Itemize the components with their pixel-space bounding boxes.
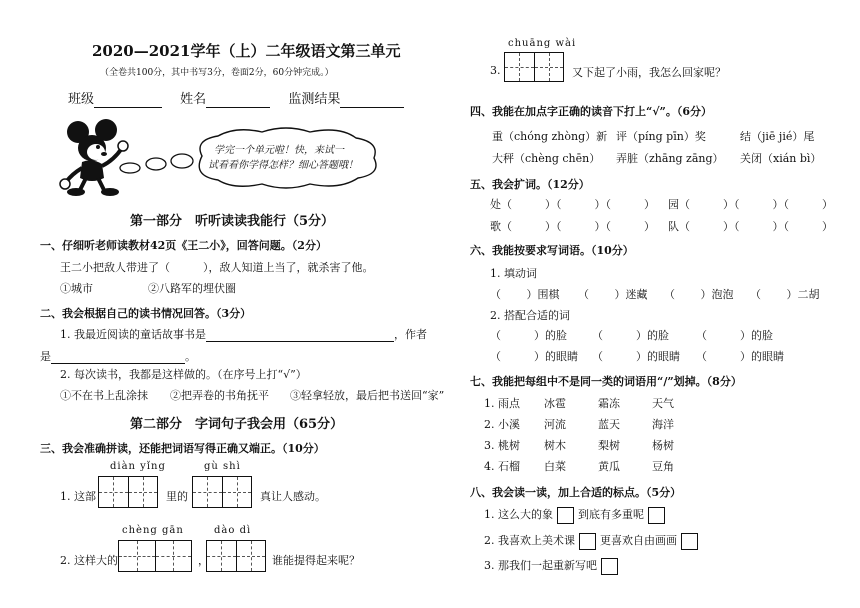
q5-title: 五、我会扩词。（12分） — [470, 178, 590, 191]
pinyin-dianying: diàn yǐng — [110, 461, 166, 472]
name-label: 姓名 — [180, 92, 207, 107]
exam-subtitle: （全卷共100分，其中书写3分，卷面2分，60分钟完成。） — [100, 68, 334, 78]
result-label: 监测结果 — [288, 92, 341, 107]
q5-row-2b — [668, 218, 833, 234]
q6-eyes-text: ）的眼睛 — [636, 350, 680, 363]
q7-word[interactable]: 2. 小溪 — [484, 418, 520, 431]
q6-sub1: 1. 填动词 — [490, 267, 537, 280]
q3-s2-c: 谁能提得起来呢？ — [272, 554, 360, 567]
bubble-text-line2: 试看看你学得怎样？细心答题哦！ — [208, 160, 358, 171]
q7-word[interactable]: 1. 雨点 — [484, 397, 520, 410]
q4-item-5[interactable]: 弄脏（zhāng zāng） — [616, 152, 724, 165]
q5-row-2 — [490, 218, 655, 234]
q6-eyes-1[interactable]: （ ）的眼睛 — [490, 350, 578, 363]
q3-title: 三、我会准确拼读，还能把词语写得正确又端正。（10分） — [40, 442, 325, 455]
q7-word[interactable]: 白菜 — [544, 460, 566, 473]
pinyin-chenggan: chèng gān — [122, 525, 184, 536]
q7-word[interactable]: 天气 — [652, 397, 674, 410]
q8-s1-b: 到底有多重呢 — [578, 508, 644, 521]
part2-title: 第二部分 字词句子我会用（65分） — [130, 417, 344, 432]
q6-face-1[interactable]: （ ）的脸 — [490, 329, 567, 342]
q5-char-yuan: 园 — [668, 198, 679, 211]
q5-blank[interactable]: （ ） — [501, 220, 556, 233]
q6-eyes-2[interactable]: （ ）的眼睛 — [592, 350, 680, 363]
q4-item-4[interactable]: 大秤（chèng chēn） — [492, 152, 601, 165]
q7-word[interactable]: 河流 — [544, 418, 566, 431]
q2-item1-period: 。 — [185, 350, 196, 363]
q5-blank[interactable]: （ ） — [783, 198, 833, 211]
q6-fill-3[interactable]: （ ）泡泡 — [664, 288, 734, 301]
q5-blank[interactable]: （ ） — [734, 220, 784, 233]
q8-sentence-2 — [484, 532, 702, 550]
q6-fill-weiqi: ）围棋 — [526, 288, 560, 301]
q2-option-1[interactable]: ①不在书上乱涂抹 — [60, 389, 148, 402]
result-field[interactable] — [340, 92, 404, 108]
q8-s2-b: 更喜欢自由画画 — [600, 534, 677, 547]
q5-char-dui: 队 — [668, 220, 679, 233]
punct-box[interactable] — [648, 507, 665, 524]
q3-s1-a: 1. 这部 — [60, 490, 96, 503]
q5-row-1 — [490, 196, 655, 212]
punct-box[interactable] — [601, 558, 618, 575]
q7-word[interactable]: 蓝天 — [598, 418, 620, 431]
q4-item-2[interactable]: 评（píng pīn）奖 — [616, 130, 706, 143]
q2-item1-author-label: ，作者 — [394, 328, 427, 341]
q7-row-3 — [484, 437, 674, 453]
q2-item1-line1 — [60, 326, 427, 342]
q7-title: 七、我能把每组中不是同一类的词语用“/”划掉。（8分） — [470, 375, 742, 388]
q6-face-text: ）的脸 — [636, 329, 669, 342]
q4-item-1[interactable]: 重（chóng zhòng）新 — [492, 130, 608, 143]
pinyin-gushi: gù shì — [204, 461, 241, 472]
q5-char-ge: 歌 — [490, 220, 501, 233]
q7-word[interactable]: 杨树 — [652, 439, 674, 452]
q7-word[interactable]: 4. 石榴 — [484, 460, 520, 473]
q1-stem: 王二小把敌人带进了（ ），敌人知道上当了，就杀害了他。 — [60, 261, 374, 274]
q5-blank[interactable]: （ ） — [556, 198, 606, 211]
tian-grid-gushi[interactable] — [192, 476, 252, 508]
q5-blank[interactable]: （ ） — [556, 220, 606, 233]
q4-item-6[interactable]: 关闭（xián bì） — [740, 152, 822, 165]
q6-eyes-3[interactable]: （ ）的眼睛 — [696, 350, 784, 363]
q2-option-2[interactable]: ②把弄卷的书角抚平 — [170, 389, 269, 402]
q8-s1-a: 1. 这么大的象 — [484, 508, 553, 521]
q6-fill-2[interactable]: （ ）迷藏 — [578, 288, 648, 301]
q5-blank[interactable]: （ ） — [679, 220, 734, 233]
punct-box[interactable] — [557, 507, 574, 524]
info-line — [68, 88, 404, 108]
q7-word[interactable]: 梨树 — [598, 439, 620, 452]
q7-word[interactable]: 3. 桃树 — [484, 439, 520, 452]
book-title-field[interactable] — [206, 328, 394, 342]
tian-grid-dianying[interactable] — [98, 476, 158, 508]
thought-dots-icon — [118, 148, 198, 178]
pinyin-daodi: dào dì — [214, 525, 252, 536]
punct-box[interactable] — [681, 533, 698, 550]
q7-row-2 — [484, 416, 674, 432]
exam-title: 2020—2021学年（上）二年级语文第三单元 — [92, 42, 401, 60]
q3-s2-a: 2. 这样大的 — [60, 554, 118, 567]
q6-fill-4[interactable]: （ ）二胡 — [750, 288, 820, 301]
class-field[interactable] — [94, 92, 162, 108]
q3-s3-a: 3. — [490, 64, 501, 77]
name-field[interactable] — [206, 92, 270, 108]
q6-fill-micang: ）迷藏 — [614, 288, 648, 301]
tian-grid-chenggan[interactable] — [118, 540, 192, 572]
q7-row-4 — [484, 458, 674, 474]
part1-title: 第一部分 听听读读我能行（5分） — [130, 214, 335, 229]
q8-sentence-3 — [484, 557, 622, 575]
q8-sentence-1 — [484, 506, 669, 524]
q8-s2-a: 2. 我喜欢上美术课 — [484, 534, 575, 547]
q3-s1-c: 真让人感动。 — [260, 490, 326, 503]
q2-item1-line2 — [40, 348, 196, 364]
q6-title: 六、我能按要求写词语。（10分） — [470, 244, 634, 257]
punct-box[interactable] — [579, 533, 596, 550]
q7-word[interactable]: 霜冻 — [598, 397, 620, 410]
q7-row-1 — [484, 395, 674, 411]
q6-sub2: 2. 搭配合适的词 — [490, 309, 570, 322]
q1-option-2[interactable]: ②八路军的埋伏圈 — [148, 282, 236, 295]
q6-face-text: ）的脸 — [740, 329, 773, 342]
q5-blank[interactable]: （ ） — [783, 220, 833, 233]
q6-face-3[interactable]: （ ）的脸 — [696, 329, 773, 342]
q4-item-3[interactable]: 结（jiē jié）尾 — [740, 130, 815, 143]
q4-title: 四、我能在加点字正确的读音下打上“√”。（6分） — [470, 105, 713, 118]
q8-s3-a: 3. 那我们一起重新写吧 — [484, 559, 597, 572]
q5-blank[interactable]: （ ） — [501, 198, 556, 211]
q5-row-1b — [668, 196, 833, 212]
q3-s2-b: ， — [198, 554, 209, 567]
q5-blank[interactable]: （ ） — [734, 198, 784, 211]
q6-face-2[interactable]: （ ）的脸 — [592, 329, 669, 342]
q7-word[interactable]: 豆角 — [652, 460, 674, 473]
q5-char-chu: 处 — [490, 198, 501, 211]
q7-word[interactable]: 黄瓜 — [598, 460, 620, 473]
q2-item2: 2. 每次读书，我都是这样做的。（在序号上打“√”） — [60, 368, 307, 381]
q6-fill-1[interactable]: （ ）围棋 — [490, 288, 560, 301]
pinyin-chuangwai: chuāng wài — [508, 38, 577, 49]
q5-blank[interactable]: （ ） — [679, 198, 734, 211]
q6-fill-paopao: ）泡泡 — [700, 288, 734, 301]
q7-word[interactable]: 海洋 — [652, 418, 674, 431]
q8-title: 八、我会读一读，加上合适的标点。（5分） — [470, 486, 682, 499]
q1-title: 一、仔细听老师读教材42页《王二小》，回答问题。（2分） — [40, 239, 327, 252]
q2-item1-text: 1. 我最近阅读的童话故事书是 — [60, 328, 206, 341]
bubble-text-line1: 学完一个单元啦！快，来试一 — [214, 145, 344, 156]
q2-title: 二、我会根据自己的读书情况回答。（3分） — [40, 307, 252, 320]
q2-option-3[interactable]: ③轻拿轻放，最后把书送回“家” — [290, 389, 445, 402]
q5-blank[interactable]: （ ） — [605, 220, 655, 233]
tian-grid-daodi[interactable] — [206, 540, 266, 572]
q6-eyes-text: ）的眼睛 — [740, 350, 784, 363]
q6-face-text: ）的脸 — [534, 329, 567, 342]
q1-option-1[interactable]: ①城市 — [60, 282, 93, 295]
tian-grid-chuangwai[interactable] — [504, 52, 564, 82]
q3-s1-b: 里的 — [166, 490, 188, 503]
class-label: 班级 — [68, 92, 95, 107]
q6-fill-erhu: ）二胡 — [786, 288, 820, 301]
q3-s3-b: 又下起了小雨，我怎么回家呢？ — [572, 66, 726, 79]
q7-word[interactable]: 冰雹 — [544, 397, 566, 410]
q7-word[interactable]: 树木 — [544, 439, 566, 452]
author-field[interactable] — [51, 350, 185, 364]
q6-eyes-text: ）的眼睛 — [534, 350, 578, 363]
q5-blank[interactable]: （ ） — [605, 198, 655, 211]
q2-item1-is: 是 — [40, 350, 51, 363]
